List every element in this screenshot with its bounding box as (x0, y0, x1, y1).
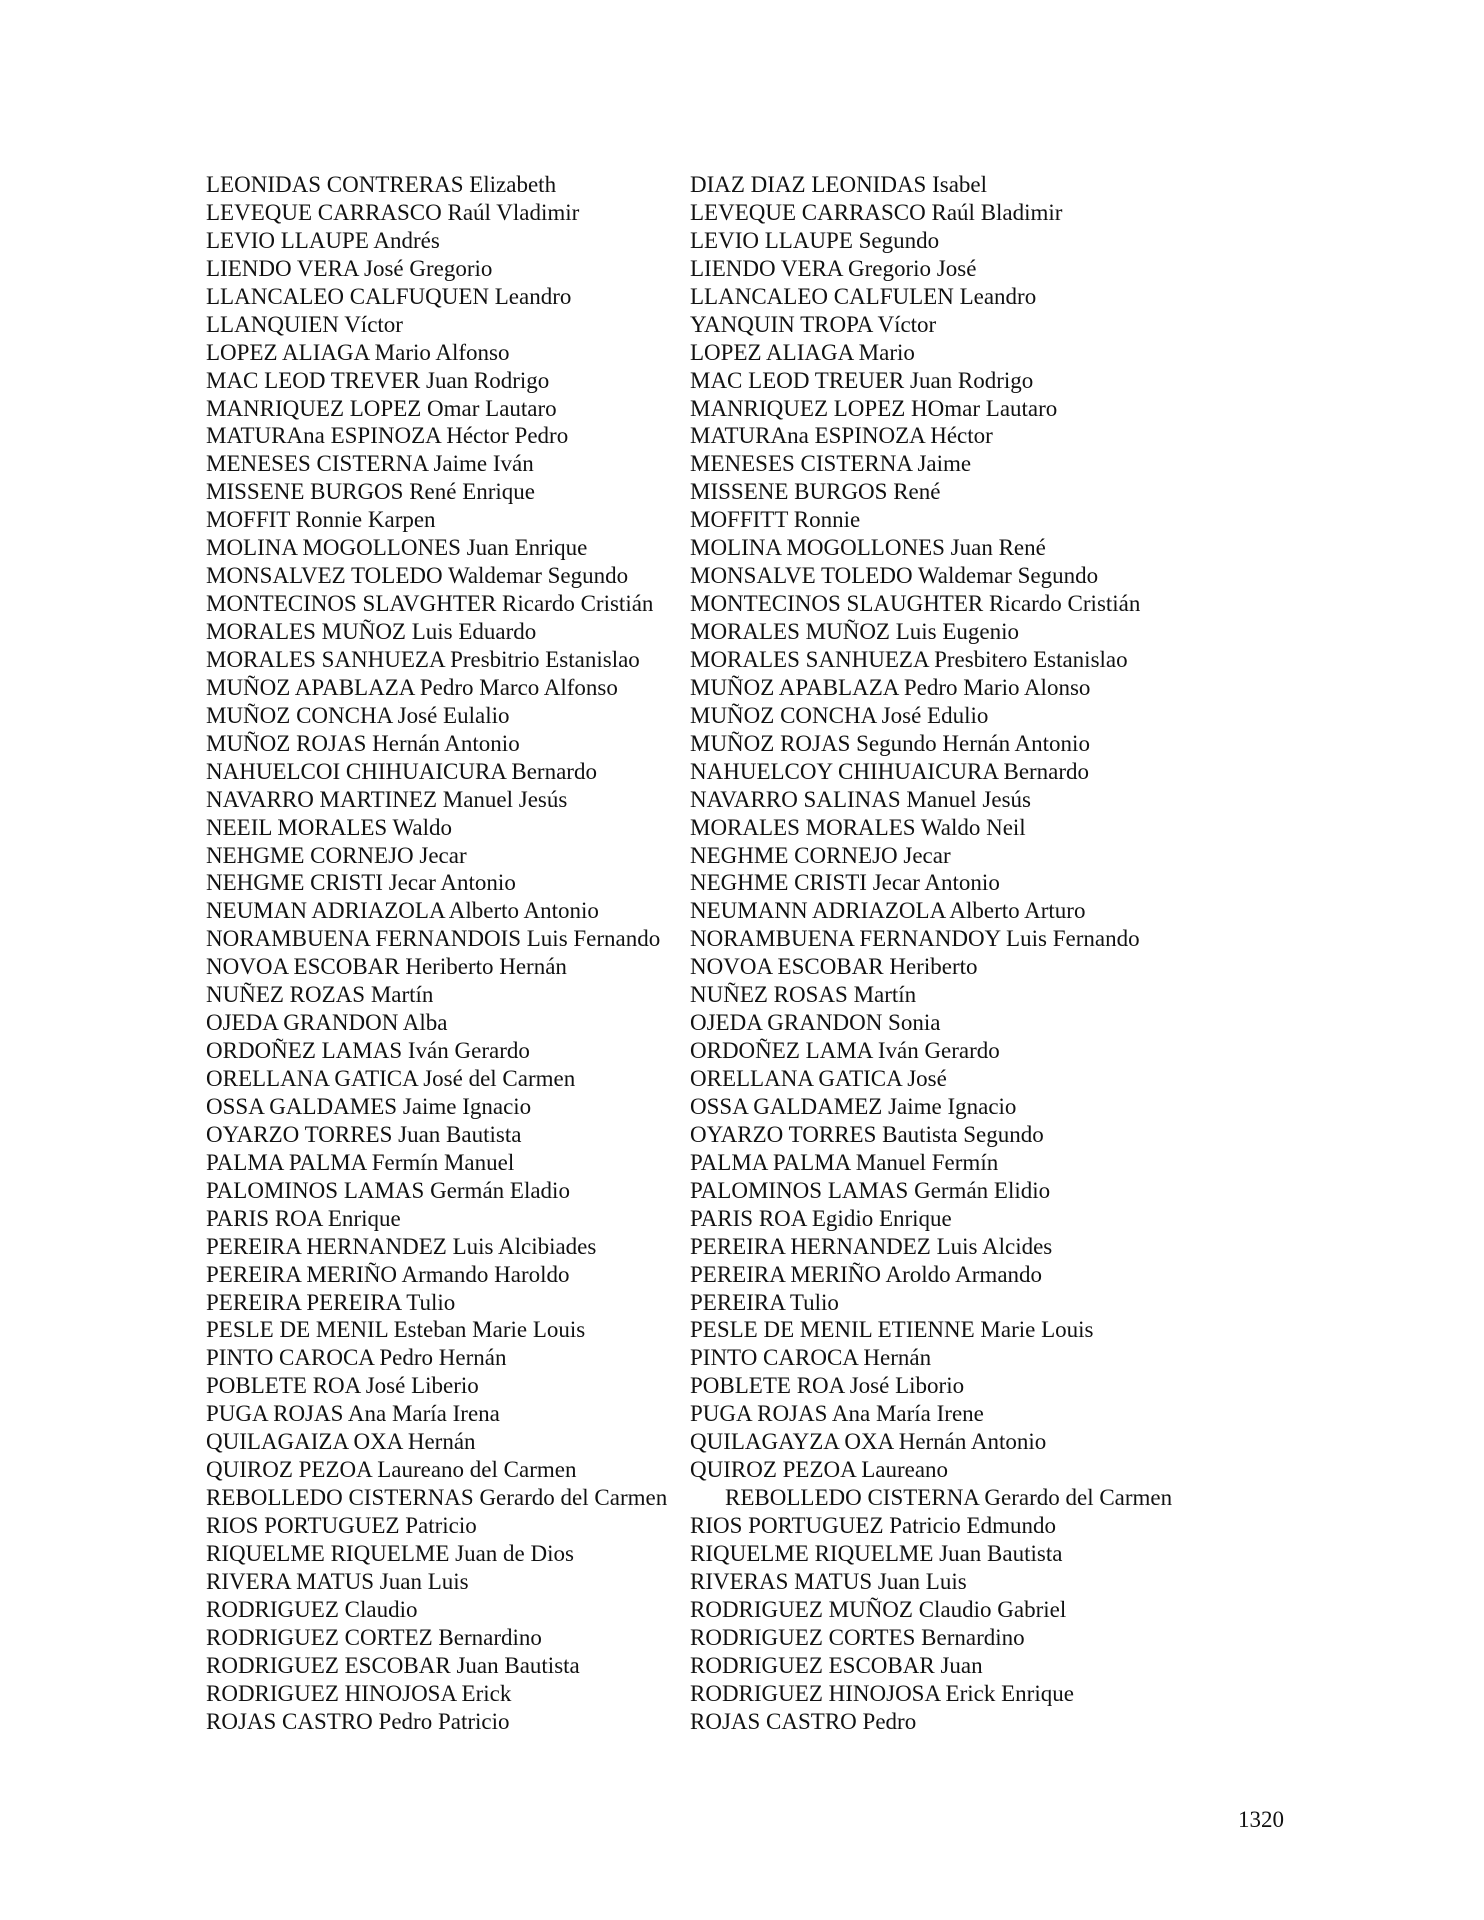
name-cell-original: NEHGME CORNEJO Jecar (206, 842, 467, 868)
table-row (206, 1233, 1246, 1261)
name-cell-corrected: REBOLLEDO CISTERNA Gerardo del Carmen (725, 1485, 1173, 1511)
name-cell-original: LOPEZ ALIAGA Mario Alfonso (206, 339, 510, 365)
name-cell-corrected: PEREIRA MERIÑO Aroldo Armando (690, 1261, 1043, 1287)
table-row (206, 1400, 1246, 1428)
name-cell-corrected: MONTECINOS SLAUGHTER Ricardo Cristián (690, 591, 1141, 617)
table-row (206, 1568, 1246, 1596)
table-row (206, 1316, 1246, 1344)
table-row (206, 1596, 1246, 1624)
name-cell-original: LEONIDAS CONTRERAS Elizabeth (206, 172, 557, 197)
name-cell-corrected: MAC LEOD TREUER Juan Rodrigo (690, 367, 1034, 393)
table-row (206, 1261, 1246, 1289)
name-cell-original: NUÑEZ ROZAS Martín (206, 982, 434, 1008)
table-row (206, 339, 1246, 367)
table-row (206, 1624, 1246, 1652)
name-cell-corrected: RIQUELME RIQUELME Juan Bautista (690, 1540, 1063, 1566)
name-cell-corrected: MORALES MORALES Waldo Neil (690, 814, 1026, 840)
name-cell-corrected: QUIROZ PEZOA Laureano (690, 1457, 949, 1483)
name-cell-corrected: PEREIRA Tulio (690, 1289, 839, 1315)
page-number: 1320 (1238, 1807, 1284, 1832)
name-cell-corrected: NAHUELCOY CHIHUAICURA Bernardo (690, 758, 1090, 784)
name-cell-corrected: MORALES SANHUEZA Presbitero Estanislao (690, 646, 1128, 672)
name-cell-original: RODRIGUEZ ESCOBAR Juan Bautista (206, 1652, 580, 1678)
table-row (206, 1289, 1246, 1317)
name-cell-corrected: DIAZ DIAZ LEONIDAS Isabel (690, 172, 988, 197)
table-row (206, 1652, 1246, 1680)
name-cell-original: RIQUELME RIQUELME Juan de Dios (206, 1540, 574, 1566)
name-cell-corrected: RIOS PORTUGUEZ Patricio Edmundo (690, 1513, 1056, 1538)
name-cell-original: QUIROZ PEZOA Laureano del Carmen (206, 1457, 577, 1483)
name-cell-original: PINTO CAROCA Pedro Hernán (206, 1345, 507, 1371)
name-cell-original: MOFFIT Ronnie Karpen (206, 507, 436, 533)
name-cell-original: PALOMINOS LAMAS Germán Eladio (206, 1177, 570, 1203)
name-cell-original: RODRIGUEZ Claudio (206, 1596, 418, 1622)
table-row (206, 869, 1246, 897)
name-cell-corrected: NEGHME CORNEJO Jecar (690, 842, 951, 868)
table-row (206, 1009, 1246, 1037)
name-cell-corrected: NORAMBUENA FERNANDOY Luis Fernando (690, 926, 1140, 952)
name-cell-corrected: LIENDO VERA Gregorio José (690, 255, 977, 281)
table-row (206, 758, 1246, 786)
table-row (206, 1205, 1246, 1233)
name-cell-corrected: RODRIGUEZ CORTES Bernardino (690, 1624, 1025, 1650)
name-cell-corrected: OJEDA GRANDON Sonia (690, 1010, 941, 1036)
table-row (206, 283, 1246, 311)
name-cell-original: NOVOA ESCOBAR Heriberto Hernán (206, 954, 567, 980)
table-row (206, 227, 1246, 255)
name-cell-original: MUÑOZ ROJAS Hernán Antonio (206, 730, 520, 756)
table-row (206, 1540, 1246, 1568)
name-cell-original: ROJAS CASTRO Pedro Patricio (206, 1708, 510, 1734)
name-cell-original: LLANCALEO CALFUQUEN Leandro (206, 283, 572, 309)
name-cell-corrected: RODRIGUEZ ESCOBAR Juan (690, 1652, 983, 1678)
table-row (206, 1344, 1246, 1372)
table-row (206, 255, 1246, 283)
name-cell-original: NEEIL MORALES Waldo (206, 814, 453, 840)
name-cell-corrected: PARIS ROA Egidio Enrique (690, 1205, 952, 1231)
name-cell-original: LIENDO VERA José Gregorio (206, 255, 493, 281)
name-cell-corrected: NUÑEZ ROSAS Martín (690, 982, 917, 1008)
name-cell-original: MORALES MUÑOZ Luis Eduardo (206, 619, 537, 644)
table-row (206, 590, 1246, 618)
table-row (206, 534, 1246, 562)
table-row (206, 814, 1246, 842)
name-cell-corrected: MORALES MUÑOZ Luis Eugenio (690, 619, 1020, 644)
name-cell-corrected: ORDOÑEZ LAMA Iván Gerardo (690, 1038, 1000, 1064)
name-cell-corrected: MISSENE BURGOS René (690, 479, 941, 505)
name-cell-original: MATURAna ESPINOZA Héctor Pedro (206, 423, 569, 449)
name-cell-original: PEREIRA HERNANDEZ Luis Alcibiades (206, 1233, 597, 1259)
table-row (206, 1680, 1246, 1708)
name-cell-corrected: MENESES CISTERNA Jaime (690, 451, 972, 477)
name-cell-original: NEUMAN ADRIAZOLA Alberto Antonio (206, 898, 599, 924)
name-cell-corrected: MATURAna ESPINOZA Héctor (690, 423, 993, 449)
table-row (206, 842, 1246, 870)
table-row (206, 953, 1246, 981)
name-cell-original: MONTECINOS SLAVGHTER Ricardo Cristián (206, 591, 654, 617)
name-cell-corrected: MUÑOZ CONCHA José Edulio (690, 702, 989, 728)
name-cell-corrected: RODRIGUEZ HINOJOSA Erick Enrique (690, 1680, 1074, 1706)
table-row (206, 1121, 1246, 1149)
name-cell-original: POBLETE ROA José Liberio (206, 1373, 479, 1399)
name-cell-corrected: MANRIQUEZ LOPEZ HOmar Lautaro (690, 395, 1058, 421)
name-cell-original: MANRIQUEZ LOPEZ Omar Lautaro (206, 395, 557, 421)
name-cell-original: PEREIRA MERIÑO Armando Haroldo (206, 1261, 570, 1287)
table-row (206, 1428, 1246, 1456)
table-row (206, 1093, 1246, 1121)
name-cell-corrected: LEVIO LLAUPE Segundo (690, 227, 940, 253)
name-cell-corrected: MOFFITT Ronnie (690, 507, 861, 533)
table-row (206, 1372, 1246, 1400)
name-cell-original: ORELLANA GATICA José del Carmen (206, 1066, 576, 1091)
table-row (206, 1177, 1246, 1205)
name-cell-corrected: LOPEZ ALIAGA Mario (690, 339, 915, 365)
name-cell-corrected: ORELLANA GATICA José (690, 1066, 947, 1091)
name-cell-original: OYARZO TORRES Juan Bautista (206, 1121, 522, 1147)
name-cell-corrected: QUILAGAYZA OXA Hernán Antonio (690, 1429, 1047, 1455)
name-cell-corrected: POBLETE ROA José Liborio (690, 1373, 965, 1399)
table-row (206, 562, 1246, 590)
name-cell-original: RODRIGUEZ CORTEZ Bernardino (206, 1624, 542, 1650)
table-row (206, 925, 1246, 953)
name-cell-corrected: MUÑOZ APABLAZA Pedro Mario Alonso (690, 674, 1091, 700)
table-row (206, 422, 1246, 450)
table-row (206, 199, 1246, 227)
table-row (206, 786, 1246, 814)
table-row (206, 1512, 1246, 1540)
name-cell-original: NAVARRO MARTINEZ Manuel Jesús (206, 786, 568, 812)
table-row (206, 450, 1246, 478)
name-cell-original: PARIS ROA Enrique (206, 1205, 401, 1231)
name-cell-corrected: MONSALVE TOLEDO Waldemar Segundo (690, 563, 1099, 589)
name-cell-corrected: PUGA ROJAS Ana María Irene (690, 1401, 984, 1427)
name-cell-original: NEHGME CRISTI Jecar Antonio (206, 870, 516, 896)
name-cell-corrected: PINTO CAROCA Hernán (690, 1345, 932, 1371)
name-cell-corrected: PEREIRA HERNANDEZ Luis Alcides (690, 1233, 1053, 1259)
table-row (206, 506, 1246, 534)
name-cell-original: PESLE DE MENIL Esteban Marie Louis (206, 1317, 586, 1343)
name-cell-original: LEVIO LLAUPE Andrés (206, 227, 440, 253)
name-table (206, 171, 1246, 1736)
name-cell-original: MENESES CISTERNA Jaime Iván (206, 451, 534, 477)
table-row (206, 702, 1246, 730)
table-row (206, 171, 1246, 199)
name-cell-original: PALMA PALMA Fermín Manuel (206, 1149, 515, 1175)
name-cell-corrected: LLANCALEO CALFULEN Leandro (690, 283, 1037, 309)
table-row (206, 981, 1246, 1009)
table-row (206, 311, 1246, 339)
name-cell-original: PEREIRA PEREIRA Tulio (206, 1289, 456, 1315)
name-cell-corrected: PESLE DE MENIL ETIENNE Marie Louis (690, 1317, 1094, 1343)
name-cell-corrected: OYARZO TORRES Bautista Segundo (690, 1121, 1044, 1147)
name-cell-original: MAC LEOD TREVER Juan Rodrigo (206, 367, 550, 393)
table-row (206, 1149, 1246, 1177)
table-row (206, 646, 1246, 674)
name-cell-original: RIVERA MATUS Juan Luis (206, 1568, 469, 1594)
name-cell-original: MOLINA MOGOLLONES Juan Enrique (206, 535, 588, 561)
table-row (206, 730, 1246, 758)
name-cell-corrected: PALOMINOS LAMAS Germán Elidio (690, 1177, 1051, 1203)
name-cell-corrected: PALMA PALMA Manuel Fermín (690, 1149, 999, 1175)
table-row (206, 1037, 1246, 1065)
name-cell-original: PUGA ROJAS Ana María Irena (206, 1401, 500, 1427)
name-cell-original: RODRIGUEZ HINOJOSA Erick (206, 1680, 512, 1706)
table-row (206, 897, 1246, 925)
name-cell-original: MUÑOZ CONCHA José Eulalio (206, 702, 510, 728)
name-cell-original: OSSA GALDAMES Jaime Ignacio (206, 1093, 532, 1119)
name-cell-original: LEVEQUE CARRASCO Raúl Vladimir (206, 199, 580, 225)
name-cell-corrected: YANQUIN TROPA Víctor (690, 311, 937, 337)
name-cell-original: LLANQUIEN Víctor (206, 311, 403, 337)
name-cell-original: MISSENE BURGOS René Enrique (206, 479, 536, 505)
name-cell-original: MONSALVEZ TOLEDO Waldemar Segundo (206, 563, 629, 589)
table-row (206, 367, 1246, 395)
name-cell-corrected: OSSA GALDAMEZ Jaime Ignacio (690, 1093, 1017, 1119)
table-row (206, 1456, 1246, 1484)
table-row (206, 1065, 1246, 1093)
name-cell-original: NORAMBUENA FERNANDOIS Luis Fernando (206, 926, 661, 952)
name-cell-original: RIOS PORTUGUEZ Patricio (206, 1513, 477, 1538)
name-cell-original: REBOLLEDO CISTERNAS Gerardo del Carmen (206, 1485, 668, 1511)
name-cell-original: NAHUELCOI CHIHUAICURA Bernardo (206, 758, 597, 784)
name-cell-corrected: ROJAS CASTRO Pedro (690, 1708, 917, 1734)
table-row (206, 618, 1246, 646)
name-cell-original: MUÑOZ APABLAZA Pedro Marco Alfonso (206, 674, 618, 700)
name-cell-corrected: NOVOA ESCOBAR Heriberto (690, 954, 978, 980)
name-cell-corrected: LEVEQUE CARRASCO Raúl Bladimir (690, 199, 1063, 225)
table-row (206, 1484, 1246, 1512)
name-cell-original: QUILAGAIZA OXA Hernán (206, 1429, 476, 1455)
name-cell-corrected: RIVERAS MATUS Juan Luis (690, 1568, 967, 1594)
name-cell-original: OJEDA GRANDON Alba (206, 1010, 448, 1036)
name-cell-original: MORALES SANHUEZA Presbitrio Estanislao (206, 646, 640, 672)
name-cell-corrected: NAVARRO SALINAS Manuel Jesús (690, 786, 1031, 812)
table-row (206, 478, 1246, 506)
name-cell-corrected: MOLINA MOGOLLONES Juan René (690, 535, 1046, 561)
name-cell-original: ORDOÑEZ LAMAS Iván Gerardo (206, 1038, 530, 1064)
table-row (206, 674, 1246, 702)
table-row (206, 1708, 1246, 1736)
table-row (206, 395, 1246, 423)
name-cell-corrected: MUÑOZ ROJAS Segundo Hernán Antonio (690, 730, 1090, 756)
name-cell-corrected: RODRIGUEZ MUÑOZ Claudio Gabriel (690, 1596, 1067, 1622)
name-cell-corrected: NEGHME CRISTI Jecar Antonio (690, 870, 1000, 896)
name-cell-corrected: NEUMANN ADRIAZOLA Alberto Arturo (690, 898, 1086, 924)
